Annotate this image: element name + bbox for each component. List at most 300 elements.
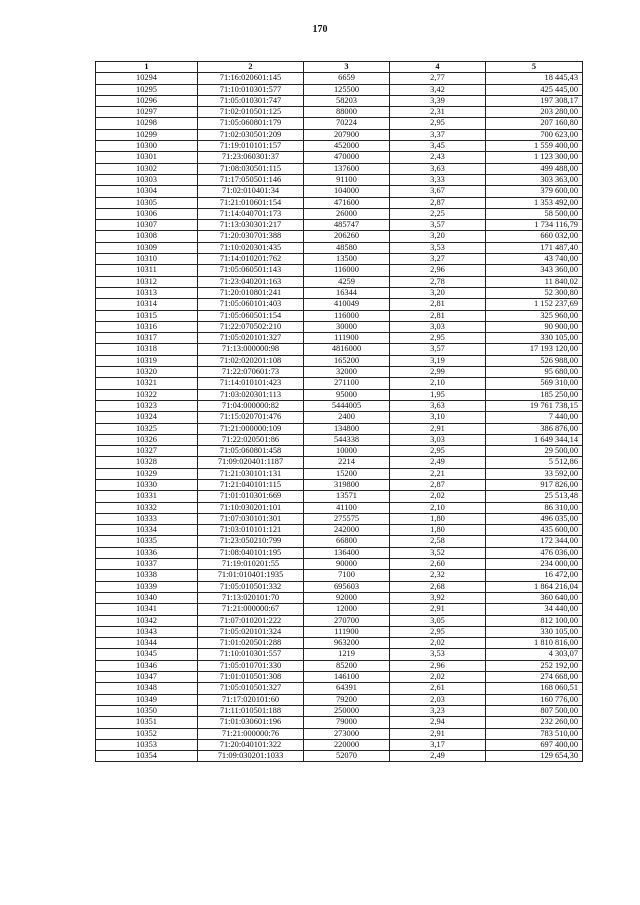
area-cell: 104000 xyxy=(304,186,390,197)
value-cell: 197 308,17 xyxy=(486,95,583,106)
cadastral-number-cell: 71:10:010301:557 xyxy=(198,649,304,660)
rate-cell: 2,60 xyxy=(390,559,486,570)
cadastral-number-cell: 71:01:010301:669 xyxy=(198,491,304,502)
table-row xyxy=(96,479,583,490)
table-row xyxy=(96,254,583,265)
rate-cell: 3,63 xyxy=(390,400,486,411)
rate-cell: 2,02 xyxy=(390,672,486,683)
rate-cell: 3,03 xyxy=(390,321,486,332)
table-header xyxy=(96,62,583,73)
cadastral-number-cell: 71:03:020301:113 xyxy=(198,389,304,400)
value-cell: 160 776,00 xyxy=(486,694,583,705)
area-cell: 95000 xyxy=(304,389,390,400)
value-cell: 33 592,00 xyxy=(486,468,583,479)
area-cell: 6659 xyxy=(304,73,390,84)
row-number-cell: 10334 xyxy=(96,525,198,536)
table-row xyxy=(96,604,583,615)
table-row xyxy=(96,491,583,502)
rate-cell: 2,77 xyxy=(390,73,486,84)
table-row xyxy=(96,299,583,310)
table-row xyxy=(96,660,583,671)
area-cell: 7100 xyxy=(304,570,390,581)
area-cell: 319800 xyxy=(304,479,390,490)
row-number-cell: 10297 xyxy=(96,107,198,118)
row-number-cell: 10344 xyxy=(96,638,198,649)
cadastral-number-cell: 71:08:040101:195 xyxy=(198,547,304,558)
area-cell: 41100 xyxy=(304,502,390,513)
cadastral-number-cell: 71:05:010701:330 xyxy=(198,660,304,671)
table-row xyxy=(96,129,583,140)
rate-cell: 3,42 xyxy=(390,84,486,95)
area-cell: 16344 xyxy=(304,287,390,298)
rate-cell: 2,94 xyxy=(390,717,486,728)
value-cell: 172 344,00 xyxy=(486,536,583,547)
area-cell: 1219 xyxy=(304,649,390,660)
area-cell: 52070 xyxy=(304,751,390,762)
area-cell: 91100 xyxy=(304,174,390,185)
area-cell: 48580 xyxy=(304,242,390,253)
column-header-3: 3 xyxy=(304,62,390,73)
rate-cell: 2,87 xyxy=(390,479,486,490)
value-cell: 386 876,00 xyxy=(486,423,583,434)
rate-cell: 2,58 xyxy=(390,536,486,547)
cadastral-number-cell: 71:14:010101:423 xyxy=(198,378,304,389)
table-row xyxy=(96,163,583,174)
area-cell: 2400 xyxy=(304,412,390,423)
rate-cell: 3,03 xyxy=(390,434,486,445)
area-cell: 111900 xyxy=(304,626,390,637)
rate-cell: 3,19 xyxy=(390,355,486,366)
value-cell: 19 761 738,15 xyxy=(486,400,583,411)
cadastral-number-cell: 71:20:040101:322 xyxy=(198,739,304,750)
cadastral-number-cell: 71:13:000000:98 xyxy=(198,344,304,355)
value-cell: 16 472,00 xyxy=(486,570,583,581)
cadastral-number-cell: 71:05:010501:332 xyxy=(198,581,304,592)
value-cell: 379 600,00 xyxy=(486,186,583,197)
cadastral-number-cell: 71:11:010501:188 xyxy=(198,705,304,716)
row-number-cell: 10328 xyxy=(96,457,198,468)
row-number-cell: 10332 xyxy=(96,502,198,513)
value-cell: 86 310,00 xyxy=(486,502,583,513)
cadastral-number-cell: 71:05:060801:458 xyxy=(198,446,304,457)
area-cell: 485747 xyxy=(304,220,390,231)
area-cell: 242000 xyxy=(304,525,390,536)
value-cell: 917 826,00 xyxy=(486,479,583,490)
value-cell: 234 000,00 xyxy=(486,559,583,570)
area-cell: 116000 xyxy=(304,310,390,321)
table-row xyxy=(96,683,583,694)
area-cell: 26000 xyxy=(304,208,390,219)
rate-cell: 3,05 xyxy=(390,615,486,626)
area-cell: 4259 xyxy=(304,276,390,287)
table-row xyxy=(96,672,583,683)
row-number-cell: 10325 xyxy=(96,423,198,434)
row-number-cell: 10315 xyxy=(96,310,198,321)
table-row xyxy=(96,208,583,219)
table-row xyxy=(96,310,583,321)
cadastral-number-cell: 71:01:010401:1935 xyxy=(198,570,304,581)
table-row xyxy=(96,513,583,524)
row-number-cell: 10327 xyxy=(96,446,198,457)
table-row xyxy=(96,412,583,423)
cadastral-number-cell: 71:23:040201:163 xyxy=(198,276,304,287)
value-cell: 325 960,00 xyxy=(486,310,583,321)
rate-cell: 2,02 xyxy=(390,638,486,649)
rate-cell: 2,99 xyxy=(390,367,486,378)
row-number-cell: 10303 xyxy=(96,174,198,185)
row-number-cell: 10298 xyxy=(96,118,198,129)
value-cell: 168 060,51 xyxy=(486,683,583,694)
table-row xyxy=(96,378,583,389)
rate-cell: 2,96 xyxy=(390,660,486,671)
rate-cell: 2,91 xyxy=(390,604,486,615)
area-cell: 12000 xyxy=(304,604,390,615)
row-number-cell: 10300 xyxy=(96,141,198,152)
cadastral-number-cell: 71:23:050210:799 xyxy=(198,536,304,547)
value-cell: 1 649 344,14 xyxy=(486,434,583,445)
table-row xyxy=(96,581,583,592)
cadastral-number-cell: 71:21:000000:109 xyxy=(198,423,304,434)
table-row xyxy=(96,333,583,344)
row-number-cell: 10305 xyxy=(96,197,198,208)
rate-cell: 2,10 xyxy=(390,378,486,389)
value-cell: 58 500,00 xyxy=(486,208,583,219)
cadastral-number-cell: 71:22:070502:210 xyxy=(198,321,304,332)
value-cell: 476 036,00 xyxy=(486,547,583,558)
table-row xyxy=(96,638,583,649)
value-cell: 29 500,00 xyxy=(486,446,583,457)
cadastral-number-cell: 71:05:060501:143 xyxy=(198,265,304,276)
cadastral-number-cell: 71:05:060101:403 xyxy=(198,299,304,310)
table-row xyxy=(96,626,583,637)
area-cell: 85200 xyxy=(304,660,390,671)
value-cell: 18 445,43 xyxy=(486,73,583,84)
table-row xyxy=(96,265,583,276)
area-cell: 137600 xyxy=(304,163,390,174)
table-row xyxy=(96,525,583,536)
area-cell: 146100 xyxy=(304,672,390,683)
value-cell: 569 310,00 xyxy=(486,378,583,389)
cadastral-number-cell: 71:19:010101:157 xyxy=(198,141,304,152)
table-row xyxy=(96,242,583,253)
value-cell: 660 032,00 xyxy=(486,231,583,242)
cadastral-number-cell: 71:19:010201:55 xyxy=(198,559,304,570)
rate-cell: 2,49 xyxy=(390,751,486,762)
row-number-cell: 10317 xyxy=(96,333,198,344)
value-cell: 303 363,00 xyxy=(486,174,583,185)
cadastral-number-cell: 71:09:020401:1187 xyxy=(198,457,304,468)
rate-cell: 3,10 xyxy=(390,412,486,423)
area-cell: 5444005 xyxy=(304,400,390,411)
rate-cell: 3,57 xyxy=(390,344,486,355)
cadastral-number-cell: 71:14:010201:762 xyxy=(198,254,304,265)
rate-cell: 3,39 xyxy=(390,95,486,106)
table-row xyxy=(96,423,583,434)
area-cell: 134800 xyxy=(304,423,390,434)
cadastral-number-cell: 71:14:040701:173 xyxy=(198,208,304,219)
rate-cell: 2,95 xyxy=(390,118,486,129)
row-number-cell: 10335 xyxy=(96,536,198,547)
value-cell: 1 353 492,00 xyxy=(486,197,583,208)
cadastral-number-cell: 71:05:010301:747 xyxy=(198,95,304,106)
table-row xyxy=(96,615,583,626)
value-cell: 4 303,07 xyxy=(486,649,583,660)
area-cell: 111900 xyxy=(304,333,390,344)
value-cell: 252 192,00 xyxy=(486,660,583,671)
row-number-cell: 10311 xyxy=(96,265,198,276)
cadastral-number-cell: 71:13:020101:70 xyxy=(198,592,304,603)
table-row xyxy=(96,321,583,332)
cadastral-number-cell: 71:07:010201:222 xyxy=(198,615,304,626)
value-cell: 1 734 116,79 xyxy=(486,220,583,231)
row-number-cell: 10329 xyxy=(96,468,198,479)
row-number-cell: 10343 xyxy=(96,626,198,637)
area-cell: 471600 xyxy=(304,197,390,208)
cadastral-number-cell: 71:02:010501:125 xyxy=(198,107,304,118)
cadastral-number-cell: 71:22:020501:86 xyxy=(198,434,304,445)
cadastral-number-cell: 71:21:030101:131 xyxy=(198,468,304,479)
cadastral-number-cell: 71:09:030201:1033 xyxy=(198,751,304,762)
row-number-cell: 10321 xyxy=(96,378,198,389)
value-cell: 43 740,00 xyxy=(486,254,583,265)
cadastral-number-cell: 71:10:010301:577 xyxy=(198,84,304,95)
column-header-4: 4 xyxy=(390,62,486,73)
column-header-2: 2 xyxy=(198,62,304,73)
cadastral-number-cell: 71:05:010501:327 xyxy=(198,683,304,694)
value-cell: 812 100,00 xyxy=(486,615,583,626)
cadastral-number-cell: 71:05:020101:324 xyxy=(198,626,304,637)
cadastral-number-cell: 71:01:030601:196 xyxy=(198,717,304,728)
table-row xyxy=(96,547,583,558)
area-cell: 275575 xyxy=(304,513,390,524)
area-cell: 250000 xyxy=(304,705,390,716)
rate-cell: 2,10 xyxy=(390,502,486,513)
table-row xyxy=(96,186,583,197)
value-cell: 34 440,00 xyxy=(486,604,583,615)
table-row xyxy=(96,197,583,208)
cadastral-number-cell: 71:21:040101:115 xyxy=(198,479,304,490)
table-row xyxy=(96,751,583,762)
value-cell: 360 640,00 xyxy=(486,592,583,603)
rate-cell: 2,78 xyxy=(390,276,486,287)
table-row xyxy=(96,84,583,95)
row-number-cell: 10306 xyxy=(96,208,198,219)
table-row xyxy=(96,705,583,716)
rate-cell: 1,80 xyxy=(390,513,486,524)
area-cell: 410049 xyxy=(304,299,390,310)
area-cell: 70224 xyxy=(304,118,390,129)
rate-cell: 3,23 xyxy=(390,705,486,716)
rate-cell: 2,25 xyxy=(390,208,486,219)
value-cell: 1 123 300,00 xyxy=(486,152,583,163)
rate-cell: 2,43 xyxy=(390,152,486,163)
row-number-cell: 10307 xyxy=(96,220,198,231)
cadastral-number-cell: 71:03:010101:121 xyxy=(198,525,304,536)
value-cell: 274 668,00 xyxy=(486,672,583,683)
area-cell: 64391 xyxy=(304,683,390,694)
rate-cell: 2,87 xyxy=(390,197,486,208)
table-row xyxy=(96,220,583,231)
table-row xyxy=(96,367,583,378)
cadastral-number-cell: 71:21:000000:76 xyxy=(198,728,304,739)
value-cell: 185 250,00 xyxy=(486,389,583,400)
table-row xyxy=(96,152,583,163)
table-row xyxy=(96,73,583,84)
value-cell: 17 193 120,00 xyxy=(486,344,583,355)
row-number-cell: 10316 xyxy=(96,321,198,332)
value-cell: 330 105,00 xyxy=(486,333,583,344)
row-number-cell: 10339 xyxy=(96,581,198,592)
cadastral-number-cell: 71:04:000000:82 xyxy=(198,400,304,411)
value-cell: 95 680,00 xyxy=(486,367,583,378)
table-row xyxy=(96,400,583,411)
row-number-cell: 10308 xyxy=(96,231,198,242)
value-cell: 343 360,00 xyxy=(486,265,583,276)
area-cell: 79200 xyxy=(304,694,390,705)
row-number-cell: 10296 xyxy=(96,95,198,106)
row-number-cell: 10312 xyxy=(96,276,198,287)
row-number-cell: 10295 xyxy=(96,84,198,95)
rate-cell: 2,02 xyxy=(390,491,486,502)
cadastral-number-cell: 71:02:020201:108 xyxy=(198,355,304,366)
row-number-cell: 10347 xyxy=(96,672,198,683)
table-row xyxy=(96,434,583,445)
value-cell: 697 400,00 xyxy=(486,739,583,750)
header-row xyxy=(96,62,583,73)
row-number-cell: 10319 xyxy=(96,355,198,366)
rate-cell: 3,52 xyxy=(390,547,486,558)
cadastral-number-cell: 71:05:020101:327 xyxy=(198,333,304,344)
cadastral-number-cell: 71:16:020601:145 xyxy=(198,73,304,84)
row-number-cell: 10340 xyxy=(96,592,198,603)
row-number-cell: 10302 xyxy=(96,163,198,174)
rate-cell: 1,95 xyxy=(390,389,486,400)
table-row xyxy=(96,570,583,581)
row-number-cell: 10354 xyxy=(96,751,198,762)
area-cell: 2214 xyxy=(304,457,390,468)
table-row xyxy=(96,694,583,705)
cadastral-number-cell: 71:15:020701:476 xyxy=(198,412,304,423)
rate-cell: 3,57 xyxy=(390,220,486,231)
table-row xyxy=(96,174,583,185)
table-row xyxy=(96,502,583,513)
value-cell: 330 105,00 xyxy=(486,626,583,637)
area-cell: 273000 xyxy=(304,728,390,739)
area-cell: 15200 xyxy=(304,468,390,479)
value-cell: 232 260,00 xyxy=(486,717,583,728)
rate-cell: 2,49 xyxy=(390,457,486,468)
row-number-cell: 10333 xyxy=(96,513,198,524)
area-cell: 90000 xyxy=(304,559,390,570)
column-header-5: 5 xyxy=(486,62,583,73)
rate-cell: 2,95 xyxy=(390,626,486,637)
rate-cell: 2,31 xyxy=(390,107,486,118)
row-number-cell: 10353 xyxy=(96,739,198,750)
table-row xyxy=(96,446,583,457)
rate-cell: 3,53 xyxy=(390,242,486,253)
area-cell: 544338 xyxy=(304,434,390,445)
rate-cell: 2,03 xyxy=(390,694,486,705)
value-cell: 700 623,00 xyxy=(486,129,583,140)
row-number-cell: 10314 xyxy=(96,299,198,310)
value-cell: 52 300,80 xyxy=(486,287,583,298)
row-number-cell: 10330 xyxy=(96,479,198,490)
table-row xyxy=(96,457,583,468)
cadastral-number-cell: 71:10:020301:435 xyxy=(198,242,304,253)
area-cell: 271100 xyxy=(304,378,390,389)
table-row xyxy=(96,107,583,118)
rate-cell: 3,33 xyxy=(390,174,486,185)
area-cell: 92000 xyxy=(304,592,390,603)
rate-cell: 3,67 xyxy=(390,186,486,197)
value-cell: 25 513,48 xyxy=(486,491,583,502)
value-cell: 203 280,00 xyxy=(486,107,583,118)
rate-cell: 3,17 xyxy=(390,739,486,750)
table-row xyxy=(96,728,583,739)
area-cell: 116000 xyxy=(304,265,390,276)
rate-cell: 3,20 xyxy=(390,231,486,242)
area-cell: 165200 xyxy=(304,355,390,366)
cadastral-number-cell: 71:17:020101:60 xyxy=(198,694,304,705)
value-cell: 1 864 216,04 xyxy=(486,581,583,592)
cadastral-number-cell: 71:02:010401:34 xyxy=(198,186,304,197)
row-number-cell: 10301 xyxy=(96,152,198,163)
table-row xyxy=(96,468,583,479)
table-row xyxy=(96,559,583,570)
rate-cell: 3,63 xyxy=(390,163,486,174)
row-number-cell: 10346 xyxy=(96,660,198,671)
area-cell: 4816000 xyxy=(304,344,390,355)
page-number: 170 xyxy=(312,24,328,35)
table-row xyxy=(96,649,583,660)
cadastral-number-cell: 71:23:060301:37 xyxy=(198,152,304,163)
row-number-cell: 10337 xyxy=(96,559,198,570)
table-row xyxy=(96,276,583,287)
row-number-cell: 10350 xyxy=(96,705,198,716)
area-cell: 136400 xyxy=(304,547,390,558)
table-row xyxy=(96,355,583,366)
row-number-cell: 10299 xyxy=(96,129,198,140)
row-number-cell: 10318 xyxy=(96,344,198,355)
area-cell: 270700 xyxy=(304,615,390,626)
row-number-cell: 10349 xyxy=(96,694,198,705)
table-row xyxy=(96,717,583,728)
row-number-cell: 10351 xyxy=(96,717,198,728)
table-row xyxy=(96,536,583,547)
table-row xyxy=(96,118,583,129)
area-cell: 695603 xyxy=(304,581,390,592)
area-cell: 10000 xyxy=(304,446,390,457)
row-number-cell: 10304 xyxy=(96,186,198,197)
area-cell: 470000 xyxy=(304,152,390,163)
cadastral-number-cell: 71:01:010501:308 xyxy=(198,672,304,683)
value-cell: 526 988,00 xyxy=(486,355,583,366)
cadastral-value-table xyxy=(95,61,583,762)
row-number-cell: 10309 xyxy=(96,242,198,253)
row-number-cell: 10313 xyxy=(96,287,198,298)
rate-cell: 3,92 xyxy=(390,592,486,603)
area-cell: 88000 xyxy=(304,107,390,118)
table-row xyxy=(96,592,583,603)
row-number-cell: 10342 xyxy=(96,615,198,626)
area-cell: 13571 xyxy=(304,491,390,502)
row-number-cell: 10338 xyxy=(96,570,198,581)
row-number-cell: 10310 xyxy=(96,254,198,265)
row-number-cell: 10324 xyxy=(96,412,198,423)
value-cell: 435 600,00 xyxy=(486,525,583,536)
value-cell: 807 500,00 xyxy=(486,705,583,716)
value-cell: 90 900,00 xyxy=(486,321,583,332)
